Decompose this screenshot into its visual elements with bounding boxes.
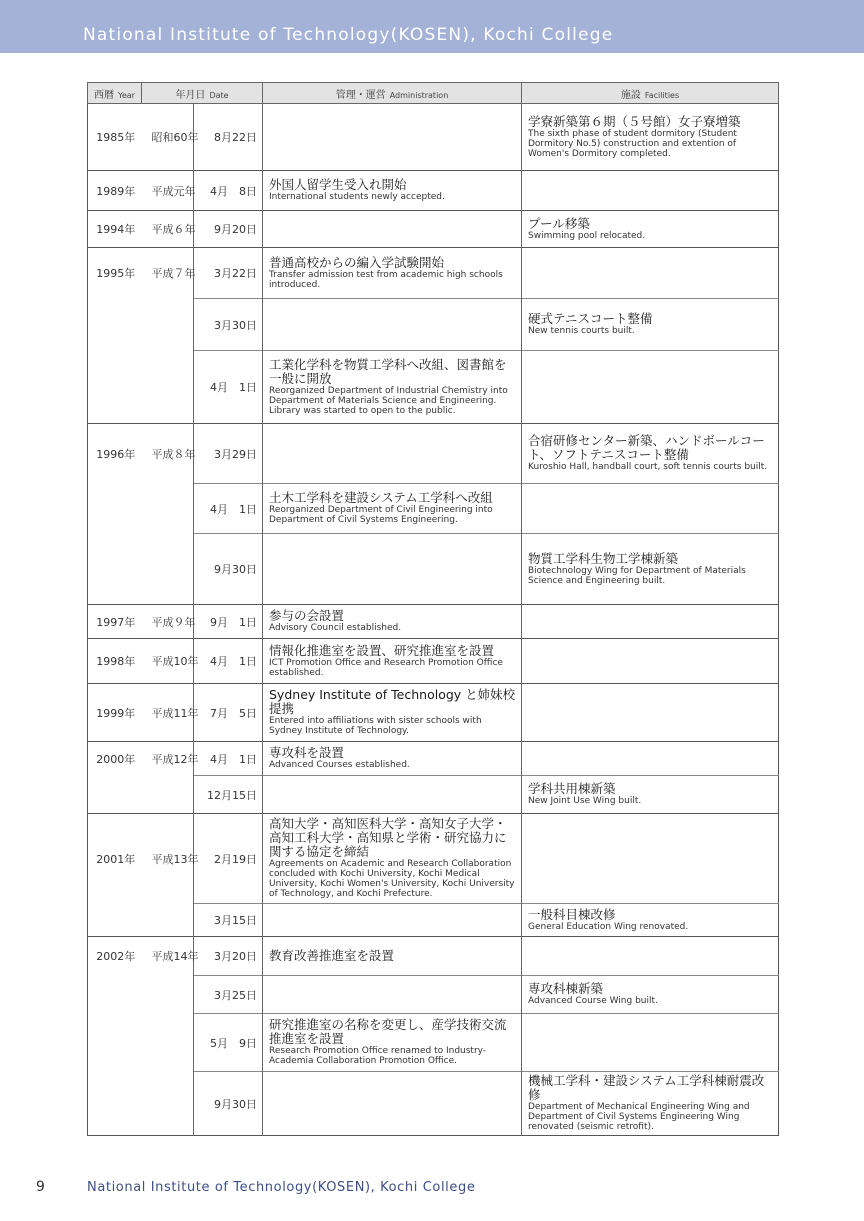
- administration-cell: 工業化学科を物質工学科へ改組、図書館を一般に開放 Reorganized Department of Industrial Chemistry into Department of Materials Science and Engineering. Library was started to open to the public.: [263, 351, 522, 424]
- page-number: 9: [36, 1179, 45, 1195]
- facilities-cell: 硬式テニスコート整備 New tennis courts built.: [522, 299, 779, 351]
- year-cell: [88, 904, 142, 937]
- date-cell: 3月30日: [194, 299, 263, 351]
- date-cell: 3月22日: [194, 248, 263, 299]
- year-cell: 2002年: [88, 937, 142, 976]
- era-cell: 平成13年: [142, 814, 194, 904]
- table-row: [88, 104, 779, 171]
- administration-cell: 外国人留学生受入れ開始 International students newly accepted.: [263, 171, 522, 211]
- facilities-cell: [522, 937, 779, 976]
- year-cell: [88, 484, 142, 534]
- era-cell: 平成14年: [142, 937, 194, 976]
- era-cell: 平成11年: [142, 684, 194, 742]
- table-row: [88, 605, 779, 639]
- header-facilities: 施設 Facilities: [522, 83, 779, 104]
- header-administration: 管理・運営 Administration: [263, 83, 522, 104]
- facilities-cell: [522, 1014, 779, 1072]
- date-cell: 4月 1日: [194, 351, 263, 424]
- header-date: 年月日 Date: [142, 83, 263, 104]
- administration-cell: 参与の会設置 Advisory Council established.: [263, 605, 522, 639]
- table-row: [88, 814, 779, 904]
- date-cell: 9月20日: [194, 211, 263, 248]
- table-row: [88, 424, 779, 484]
- table-row: [88, 211, 779, 248]
- date-cell: 3月29日: [194, 424, 263, 484]
- facilities-cell: 物質工学科生物工学棟新築 Biotechnology Wing for Department of Materials Science and Engineering built.: [522, 534, 779, 605]
- date-cell: 3月20日: [194, 937, 263, 976]
- year-cell: 1997年: [88, 605, 142, 639]
- administration-cell: 情報化推進室を設置、研究推進室を設置 ICT Promotion Office and Research Promotion Office established.: [263, 639, 522, 684]
- year-cell: 2000年: [88, 742, 142, 776]
- date-cell: 4月 8日: [194, 171, 263, 211]
- history-table: [87, 82, 779, 1136]
- administration-cell: 普通高校からの編入学試験開始 Transfer admission test from academic high schools introduced.: [263, 248, 522, 299]
- header-year: 西暦 Year: [88, 83, 142, 104]
- administration-cell: [263, 211, 522, 248]
- footer-title: National Institute of Technology(KOSEN), Kochi College: [87, 1180, 476, 1195]
- era-cell: 平成12年: [142, 742, 194, 776]
- date-cell: 9月30日: [194, 1072, 263, 1136]
- year-cell: 2001年: [88, 814, 142, 904]
- facilities-cell: 学科共用棟新築 New Joint Use Wing built.: [522, 776, 779, 814]
- year-cell: [88, 1072, 142, 1136]
- header-title: National Institute of Technology(KOSEN), Kochi College: [83, 25, 614, 45]
- date-cell: 5月 9日: [194, 1014, 263, 1072]
- facilities-cell: [522, 814, 779, 904]
- date-cell: 3月15日: [194, 904, 263, 937]
- era-cell: 昭和60年: [142, 104, 194, 171]
- table-row: [88, 534, 779, 605]
- administration-cell: 教育改善推進室を設置: [263, 937, 522, 976]
- table-row: [88, 171, 779, 211]
- era-cell: [142, 904, 194, 937]
- facilities-cell: 合宿研修センター新築、ハンドボールコート、ソフトテニスコート整備 Kuroshio Hall, handball court, soft tennis courts built.: [522, 424, 779, 484]
- facilities-cell: 一般科目棟改修 General Education Wing renovated.: [522, 904, 779, 937]
- facilities-cell: [522, 639, 779, 684]
- facilities-cell: 専攻科棟新築 Advanced Course Wing built.: [522, 976, 779, 1014]
- year-cell: [88, 1014, 142, 1072]
- table-row: [88, 248, 779, 299]
- table-row: [88, 976, 779, 1014]
- administration-cell: [263, 299, 522, 351]
- date-cell: 4月 1日: [194, 742, 263, 776]
- table-header-row: [88, 83, 779, 104]
- era-cell: 平成９年: [142, 605, 194, 639]
- date-cell: 4月 1日: [194, 484, 263, 534]
- date-cell: 3月25日: [194, 976, 263, 1014]
- facilities-cell: [522, 171, 779, 211]
- year-cell: 1999年: [88, 684, 142, 742]
- administration-cell: 高知大学・高知医科大学・高知女子大学・高知工科大学・高知県と学術・研究協力に関する協定を締結 Agreements on Academic and Research Collaboration concluded with Kochi University, Kochi Medical University, Kochi Women's University, Kochi University of Technology, and Kochi Prefecture.: [263, 814, 522, 904]
- administration-cell: [263, 424, 522, 484]
- table-row: [88, 937, 779, 976]
- year-cell: 1995年: [88, 248, 142, 299]
- year-cell: [88, 299, 142, 351]
- era-cell: 平成８年: [142, 424, 194, 484]
- era-cell: [142, 534, 194, 605]
- era-cell: 平成元年: [142, 171, 194, 211]
- facilities-cell: プール移築 Swimming pool relocated.: [522, 211, 779, 248]
- year-cell: [88, 351, 142, 424]
- table-row: [88, 742, 779, 776]
- administration-cell: 土木工学科を建設システム工学科へ改組 Reorganized Department of Civil Engineering into Department of Civil Systems Engineering.: [263, 484, 522, 534]
- facilities-cell: [522, 684, 779, 742]
- year-cell: 1985年: [88, 104, 142, 171]
- date-cell: 2月19日: [194, 814, 263, 904]
- era-cell: [142, 299, 194, 351]
- year-cell: 1994年: [88, 211, 142, 248]
- table-row: [88, 684, 779, 742]
- history-table-wrap: [87, 82, 778, 1136]
- date-cell: 12月15日: [194, 776, 263, 814]
- year-cell: [88, 776, 142, 814]
- header-band: [0, 0, 864, 53]
- administration-cell: [263, 104, 522, 171]
- era-cell: [142, 1014, 194, 1072]
- facilities-cell: [522, 605, 779, 639]
- era-cell: [142, 1072, 194, 1136]
- era-cell: [142, 776, 194, 814]
- administration-cell: [263, 534, 522, 605]
- administration-cell: 研究推進室の名称を変更し、産学技術交流推進室を設置 Research Promotion Office renamed to Industry-Academia Collaboration Promotion Office.: [263, 1014, 522, 1072]
- era-cell: [142, 976, 194, 1014]
- date-cell: 7月 5日: [194, 684, 263, 742]
- facilities-cell: [522, 248, 779, 299]
- year-cell: [88, 534, 142, 605]
- table-row: [88, 776, 779, 814]
- facilities-cell: [522, 484, 779, 534]
- table-row: [88, 351, 779, 424]
- table-row: [88, 904, 779, 937]
- administration-cell: 専攻科を設置 Advanced Courses established.: [263, 742, 522, 776]
- year-cell: 1998年: [88, 639, 142, 684]
- era-cell: 平成７年: [142, 248, 194, 299]
- era-cell: [142, 351, 194, 424]
- facilities-cell: [522, 742, 779, 776]
- facilities-cell: 学寮新築第６期（５号館）女子寮増築 The sixth phase of student dormitory (Student Dormitory No.5) construction and extention of Women's Dormitory completed.: [522, 104, 779, 171]
- date-cell: 8月22日: [194, 104, 263, 171]
- date-cell: 9月30日: [194, 534, 263, 605]
- era-cell: [142, 484, 194, 534]
- year-cell: 1996年: [88, 424, 142, 484]
- table-row: [88, 484, 779, 534]
- year-cell: [88, 976, 142, 1014]
- facilities-cell: [522, 351, 779, 424]
- administration-cell: [263, 776, 522, 814]
- administration-cell: Sydney Institute of Technology と姉妹校提携 Entered into affiliations with sister schools with Sydney Institute of Technology.: [263, 684, 522, 742]
- table-row: [88, 639, 779, 684]
- administration-cell: [263, 976, 522, 1014]
- facilities-cell: 機械工学科・建設システム工学科棟耐震改修 Department of Mechanical Engineering Wing and Department of Civil Systems Engineering Wing renovated (seismic retrofit).: [522, 1072, 779, 1136]
- year-cell: 1989年: [88, 171, 142, 211]
- administration-cell: [263, 1072, 522, 1136]
- date-cell: 4月 1日: [194, 639, 263, 684]
- date-cell: 9月 1日: [194, 605, 263, 639]
- era-cell: 平成６年: [142, 211, 194, 248]
- era-cell: 平成10年: [142, 639, 194, 684]
- table-row: [88, 1072, 779, 1136]
- table-row: [88, 299, 779, 351]
- administration-cell: [263, 904, 522, 937]
- table-row: [88, 1014, 779, 1072]
